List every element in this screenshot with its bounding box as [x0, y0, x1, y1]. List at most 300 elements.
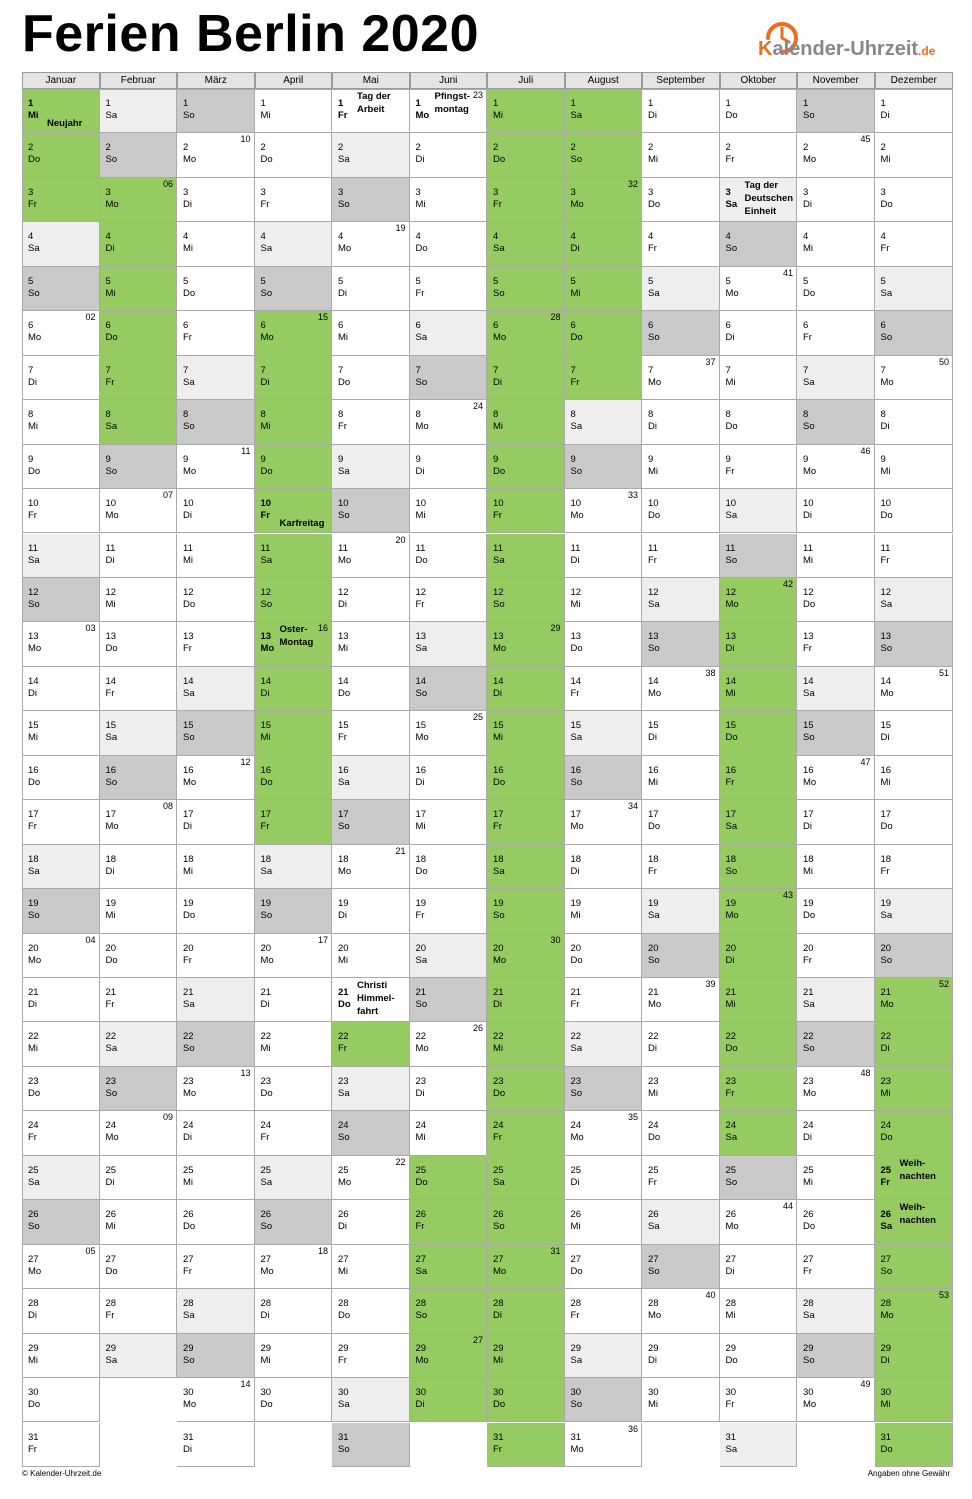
day-cell[interactable] [100, 356, 178, 400]
day-cell[interactable] [410, 1289, 488, 1333]
day-cell[interactable] [642, 667, 720, 711]
day-cell[interactable] [100, 267, 178, 311]
day-cell[interactable] [332, 1067, 410, 1111]
day-cell[interactable] [410, 222, 488, 266]
day-cell[interactable] [487, 222, 565, 266]
day-cell[interactable] [797, 667, 875, 711]
day-cell[interactable] [100, 622, 178, 666]
day-cell[interactable] [255, 311, 333, 355]
day-cell[interactable] [875, 756, 954, 800]
day-cell[interactable] [332, 756, 410, 800]
day-cell[interactable] [565, 311, 643, 355]
day-cell[interactable] [177, 311, 255, 355]
day-cell[interactable] [487, 1067, 565, 1111]
day-cell[interactable] [100, 934, 178, 978]
day-cell[interactable] [875, 1378, 954, 1422]
day-cell[interactable] [875, 445, 954, 489]
day-cell[interactable] [100, 978, 178, 1022]
day-cell[interactable] [797, 311, 875, 355]
day-cell[interactable] [797, 267, 875, 311]
day-cell[interactable] [255, 800, 333, 844]
day-cell[interactable] [22, 1423, 100, 1467]
day-cell[interactable] [487, 1200, 565, 1244]
day-cell[interactable] [100, 400, 178, 444]
day-cell[interactable] [642, 1067, 720, 1111]
day-cell[interactable] [100, 1289, 178, 1333]
day-cell[interactable] [642, 445, 720, 489]
day-cell[interactable] [487, 133, 565, 177]
day-cell[interactable] [22, 1156, 100, 1200]
day-cell[interactable] [642, 622, 720, 666]
day-cell[interactable] [565, 889, 643, 933]
day-cell[interactable] [332, 445, 410, 489]
day-cell[interactable] [797, 934, 875, 978]
day-cell[interactable] [332, 889, 410, 933]
day-cell[interactable] [797, 845, 875, 889]
day-cell[interactable] [177, 978, 255, 1022]
day-cell[interactable] [565, 978, 643, 1022]
day-cell[interactable] [332, 845, 410, 889]
day-cell[interactable] [255, 1378, 333, 1422]
day-cell[interactable] [332, 400, 410, 444]
day-cell[interactable] [487, 445, 565, 489]
day-cell[interactable] [720, 311, 798, 355]
day-cell[interactable] [332, 89, 410, 133]
day-cell[interactable] [875, 800, 954, 844]
day-cell[interactable] [100, 845, 178, 889]
day-cell[interactable] [177, 356, 255, 400]
day-cell[interactable] [487, 1378, 565, 1422]
day-cell[interactable] [332, 934, 410, 978]
day-cell[interactable] [565, 400, 643, 444]
day-cell[interactable] [487, 800, 565, 844]
day-cell[interactable] [332, 1245, 410, 1289]
day-cell[interactable] [642, 534, 720, 578]
day-cell[interactable] [565, 267, 643, 311]
day-cell[interactable] [177, 1378, 255, 1422]
day-cell[interactable] [875, 400, 954, 444]
day-cell[interactable] [255, 356, 333, 400]
day-cell[interactable] [22, 1289, 100, 1333]
day-cell[interactable] [565, 89, 643, 133]
day-cell[interactable] [720, 1200, 798, 1244]
day-cell[interactable] [410, 489, 488, 533]
day-cell[interactable] [22, 578, 100, 622]
day-cell[interactable] [720, 89, 798, 133]
day-cell[interactable] [720, 222, 798, 266]
day-cell[interactable] [720, 1245, 798, 1289]
day-cell[interactable] [177, 1067, 255, 1111]
day-cell[interactable] [797, 800, 875, 844]
day-cell[interactable] [22, 311, 100, 355]
day-cell[interactable] [875, 934, 954, 978]
day-cell[interactable] [22, 1022, 100, 1066]
day-cell[interactable] [177, 756, 255, 800]
day-cell[interactable] [565, 1423, 643, 1467]
day-cell[interactable] [797, 356, 875, 400]
day-cell[interactable] [565, 1022, 643, 1066]
day-cell[interactable] [410, 667, 488, 711]
day-cell[interactable] [332, 133, 410, 177]
day-cell[interactable] [875, 578, 954, 622]
day-cell[interactable] [875, 622, 954, 666]
day-cell[interactable] [177, 1111, 255, 1155]
day-cell[interactable] [720, 489, 798, 533]
day-cell[interactable] [720, 756, 798, 800]
day-cell[interactable] [797, 1111, 875, 1155]
day-cell[interactable] [487, 1245, 565, 1289]
day-cell[interactable] [100, 711, 178, 755]
day-cell[interactable] [100, 1334, 178, 1378]
day-cell[interactable] [410, 1111, 488, 1155]
day-cell[interactable] [22, 1245, 100, 1289]
day-cell[interactable] [22, 1111, 100, 1155]
day-cell[interactable] [332, 489, 410, 533]
day-cell[interactable] [487, 1423, 565, 1467]
day-cell[interactable] [100, 178, 178, 222]
day-cell[interactable] [642, 1378, 720, 1422]
day-cell[interactable] [720, 889, 798, 933]
day-cell[interactable] [565, 1245, 643, 1289]
day-cell[interactable] [177, 800, 255, 844]
day-cell[interactable] [797, 756, 875, 800]
day-cell[interactable] [720, 1067, 798, 1111]
day-cell[interactable] [332, 356, 410, 400]
day-cell[interactable] [100, 222, 178, 266]
day-cell[interactable] [875, 845, 954, 889]
brand-logo[interactable] [758, 16, 958, 66]
day-cell[interactable] [797, 489, 875, 533]
day-cell[interactable] [720, 1334, 798, 1378]
day-cell[interactable] [875, 1067, 954, 1111]
day-cell[interactable] [22, 622, 100, 666]
day-cell[interactable] [565, 178, 643, 222]
day-cell[interactable] [255, 1334, 333, 1378]
day-cell[interactable] [177, 1334, 255, 1378]
day-cell[interactable] [177, 1423, 255, 1467]
day-cell[interactable] [100, 1022, 178, 1066]
day-cell[interactable] [22, 534, 100, 578]
day-cell[interactable] [875, 1423, 954, 1467]
day-cell[interactable] [487, 311, 565, 355]
day-cell[interactable] [875, 1111, 954, 1155]
day-cell[interactable] [565, 133, 643, 177]
day-cell[interactable] [332, 1200, 410, 1244]
day-cell[interactable] [332, 1378, 410, 1422]
day-cell[interactable] [797, 711, 875, 755]
day-cell[interactable] [177, 1156, 255, 1200]
day-cell[interactable] [487, 356, 565, 400]
day-cell[interactable] [565, 489, 643, 533]
day-cell[interactable] [797, 222, 875, 266]
day-cell[interactable] [487, 934, 565, 978]
day-cell[interactable] [410, 800, 488, 844]
day-cell[interactable] [332, 311, 410, 355]
day-cell[interactable] [875, 222, 954, 266]
day-cell[interactable] [410, 534, 488, 578]
day-cell[interactable] [565, 1200, 643, 1244]
day-cell[interactable] [332, 178, 410, 222]
day-cell[interactable] [720, 711, 798, 755]
day-cell[interactable] [875, 489, 954, 533]
day-cell[interactable] [410, 1067, 488, 1111]
day-cell[interactable] [332, 267, 410, 311]
day-cell[interactable] [875, 89, 954, 133]
day-cell[interactable] [720, 622, 798, 666]
day-cell[interactable] [487, 178, 565, 222]
day-cell[interactable] [487, 534, 565, 578]
day-cell[interactable] [177, 445, 255, 489]
day-cell[interactable] [565, 800, 643, 844]
day-cell[interactable] [642, 489, 720, 533]
day-cell[interactable] [875, 1334, 954, 1378]
day-cell[interactable] [177, 89, 255, 133]
day-cell[interactable] [565, 845, 643, 889]
day-cell[interactable] [875, 667, 954, 711]
day-cell[interactable] [410, 1245, 488, 1289]
day-cell[interactable] [177, 133, 255, 177]
day-cell[interactable] [642, 1245, 720, 1289]
day-cell[interactable] [720, 1156, 798, 1200]
day-cell[interactable] [642, 934, 720, 978]
day-cell[interactable] [100, 133, 178, 177]
day-cell[interactable] [410, 934, 488, 978]
day-cell[interactable] [410, 622, 488, 666]
day-cell[interactable] [100, 1156, 178, 1200]
day-cell[interactable] [177, 622, 255, 666]
day-cell[interactable] [22, 1200, 100, 1244]
day-cell[interactable] [487, 622, 565, 666]
day-cell[interactable] [22, 400, 100, 444]
day-cell[interactable] [255, 1289, 333, 1333]
day-cell[interactable] [565, 356, 643, 400]
day-cell[interactable] [875, 133, 954, 177]
day-cell[interactable] [642, 1334, 720, 1378]
day-cell[interactable] [255, 622, 333, 666]
day-cell[interactable] [565, 622, 643, 666]
day-cell[interactable] [177, 489, 255, 533]
day-cell[interactable] [100, 1111, 178, 1155]
day-cell[interactable] [410, 1334, 488, 1378]
day-cell[interactable] [642, 356, 720, 400]
day-cell[interactable] [332, 711, 410, 755]
day-cell[interactable] [642, 578, 720, 622]
day-cell[interactable] [177, 889, 255, 933]
day-cell[interactable] [720, 934, 798, 978]
day-cell[interactable] [255, 845, 333, 889]
day-cell[interactable] [255, 1067, 333, 1111]
day-cell[interactable] [487, 845, 565, 889]
day-cell[interactable] [410, 89, 488, 133]
day-cell[interactable] [100, 534, 178, 578]
day-cell[interactable] [720, 845, 798, 889]
day-cell[interactable] [875, 1289, 954, 1333]
day-cell[interactable] [410, 400, 488, 444]
day-cell[interactable] [487, 978, 565, 1022]
day-cell[interactable] [487, 756, 565, 800]
day-cell[interactable] [22, 133, 100, 177]
day-cell[interactable] [177, 1245, 255, 1289]
day-cell[interactable] [177, 534, 255, 578]
day-cell[interactable] [487, 889, 565, 933]
day-cell[interactable] [255, 534, 333, 578]
day-cell[interactable] [410, 178, 488, 222]
day-cell[interactable] [332, 622, 410, 666]
day-cell[interactable] [410, 311, 488, 355]
day-cell[interactable] [565, 1334, 643, 1378]
day-cell[interactable] [642, 800, 720, 844]
day-cell[interactable] [22, 756, 100, 800]
day-cell[interactable] [487, 1022, 565, 1066]
day-cell[interactable] [487, 667, 565, 711]
day-cell[interactable] [255, 178, 333, 222]
day-cell[interactable] [642, 756, 720, 800]
day-cell[interactable] [177, 667, 255, 711]
day-cell[interactable] [332, 1289, 410, 1333]
day-cell[interactable] [875, 1156, 954, 1200]
day-cell[interactable] [255, 578, 333, 622]
day-cell[interactable] [875, 267, 954, 311]
day-cell[interactable] [22, 978, 100, 1022]
day-cell[interactable] [875, 534, 954, 578]
day-cell[interactable] [720, 578, 798, 622]
day-cell[interactable] [720, 800, 798, 844]
day-cell[interactable] [100, 1067, 178, 1111]
day-cell[interactable] [720, 978, 798, 1022]
day-cell[interactable] [332, 534, 410, 578]
day-cell[interactable] [875, 889, 954, 933]
day-cell[interactable] [410, 1156, 488, 1200]
day-cell[interactable] [177, 578, 255, 622]
day-cell[interactable] [720, 133, 798, 177]
day-cell[interactable] [720, 267, 798, 311]
day-cell[interactable] [255, 400, 333, 444]
day-cell[interactable] [410, 1378, 488, 1422]
day-cell[interactable] [22, 1334, 100, 1378]
day-cell[interactable] [797, 400, 875, 444]
day-cell[interactable] [720, 1111, 798, 1155]
day-cell[interactable] [100, 667, 178, 711]
day-cell[interactable] [22, 267, 100, 311]
day-cell[interactable] [720, 1423, 798, 1467]
day-cell[interactable] [255, 133, 333, 177]
day-cell[interactable] [565, 1067, 643, 1111]
day-cell[interactable] [22, 445, 100, 489]
day-cell[interactable] [642, 400, 720, 444]
day-cell[interactable] [487, 89, 565, 133]
day-cell[interactable] [410, 756, 488, 800]
day-cell[interactable] [255, 1200, 333, 1244]
day-cell[interactable] [332, 222, 410, 266]
day-cell[interactable] [100, 1200, 178, 1244]
day-cell[interactable] [720, 667, 798, 711]
day-cell[interactable] [410, 267, 488, 311]
day-cell[interactable] [642, 1200, 720, 1244]
day-cell[interactable] [100, 445, 178, 489]
day-cell[interactable] [720, 1378, 798, 1422]
day-cell[interactable] [255, 489, 333, 533]
day-cell[interactable] [487, 711, 565, 755]
day-cell[interactable] [332, 578, 410, 622]
day-cell[interactable] [332, 667, 410, 711]
day-cell[interactable] [100, 578, 178, 622]
day-cell[interactable] [332, 1334, 410, 1378]
day-cell[interactable] [177, 1022, 255, 1066]
day-cell[interactable] [332, 1022, 410, 1066]
day-cell[interactable] [875, 311, 954, 355]
day-cell[interactable] [255, 1156, 333, 1200]
day-cell[interactable] [487, 489, 565, 533]
day-cell[interactable] [797, 578, 875, 622]
day-cell[interactable] [332, 1423, 410, 1467]
day-cell[interactable] [177, 222, 255, 266]
day-cell[interactable] [797, 1245, 875, 1289]
day-cell[interactable] [255, 1022, 333, 1066]
day-cell[interactable] [797, 1378, 875, 1422]
day-cell[interactable] [22, 178, 100, 222]
day-cell[interactable] [22, 489, 100, 533]
day-cell[interactable] [22, 1067, 100, 1111]
day-cell[interactable] [177, 1289, 255, 1333]
day-cell[interactable] [565, 934, 643, 978]
day-cell[interactable] [797, 445, 875, 489]
day-cell[interactable] [410, 1022, 488, 1066]
day-cell[interactable] [565, 445, 643, 489]
day-cell[interactable] [797, 622, 875, 666]
day-cell[interactable] [642, 711, 720, 755]
day-cell[interactable] [797, 1200, 875, 1244]
day-cell[interactable] [642, 1111, 720, 1155]
day-cell[interactable] [565, 1378, 643, 1422]
day-cell[interactable] [720, 356, 798, 400]
day-cell[interactable] [875, 978, 954, 1022]
day-cell[interactable] [22, 356, 100, 400]
day-cell[interactable] [875, 1245, 954, 1289]
day-cell[interactable] [177, 934, 255, 978]
day-cell[interactable] [565, 1156, 643, 1200]
day-cell[interactable] [255, 711, 333, 755]
day-cell[interactable] [177, 711, 255, 755]
day-cell[interactable] [565, 667, 643, 711]
day-cell[interactable] [255, 934, 333, 978]
day-cell[interactable] [642, 133, 720, 177]
day-cell[interactable] [255, 445, 333, 489]
day-cell[interactable] [565, 756, 643, 800]
day-cell[interactable] [797, 1156, 875, 1200]
day-cell[interactable] [875, 1200, 954, 1244]
day-cell[interactable] [642, 845, 720, 889]
day-cell[interactable] [642, 1289, 720, 1333]
day-cell[interactable] [332, 1111, 410, 1155]
day-cell[interactable] [100, 889, 178, 933]
day-cell[interactable] [255, 89, 333, 133]
day-cell[interactable] [487, 1289, 565, 1333]
day-cell[interactable] [487, 578, 565, 622]
day-cell[interactable] [410, 356, 488, 400]
day-cell[interactable] [797, 978, 875, 1022]
day-cell[interactable] [642, 267, 720, 311]
day-cell[interactable] [22, 889, 100, 933]
day-cell[interactable] [100, 800, 178, 844]
day-cell[interactable] [410, 133, 488, 177]
day-cell[interactable] [332, 800, 410, 844]
day-cell[interactable] [255, 222, 333, 266]
day-cell[interactable] [487, 1156, 565, 1200]
day-cell[interactable] [642, 311, 720, 355]
day-cell[interactable] [642, 1156, 720, 1200]
day-cell[interactable] [720, 445, 798, 489]
day-cell[interactable] [565, 1289, 643, 1333]
